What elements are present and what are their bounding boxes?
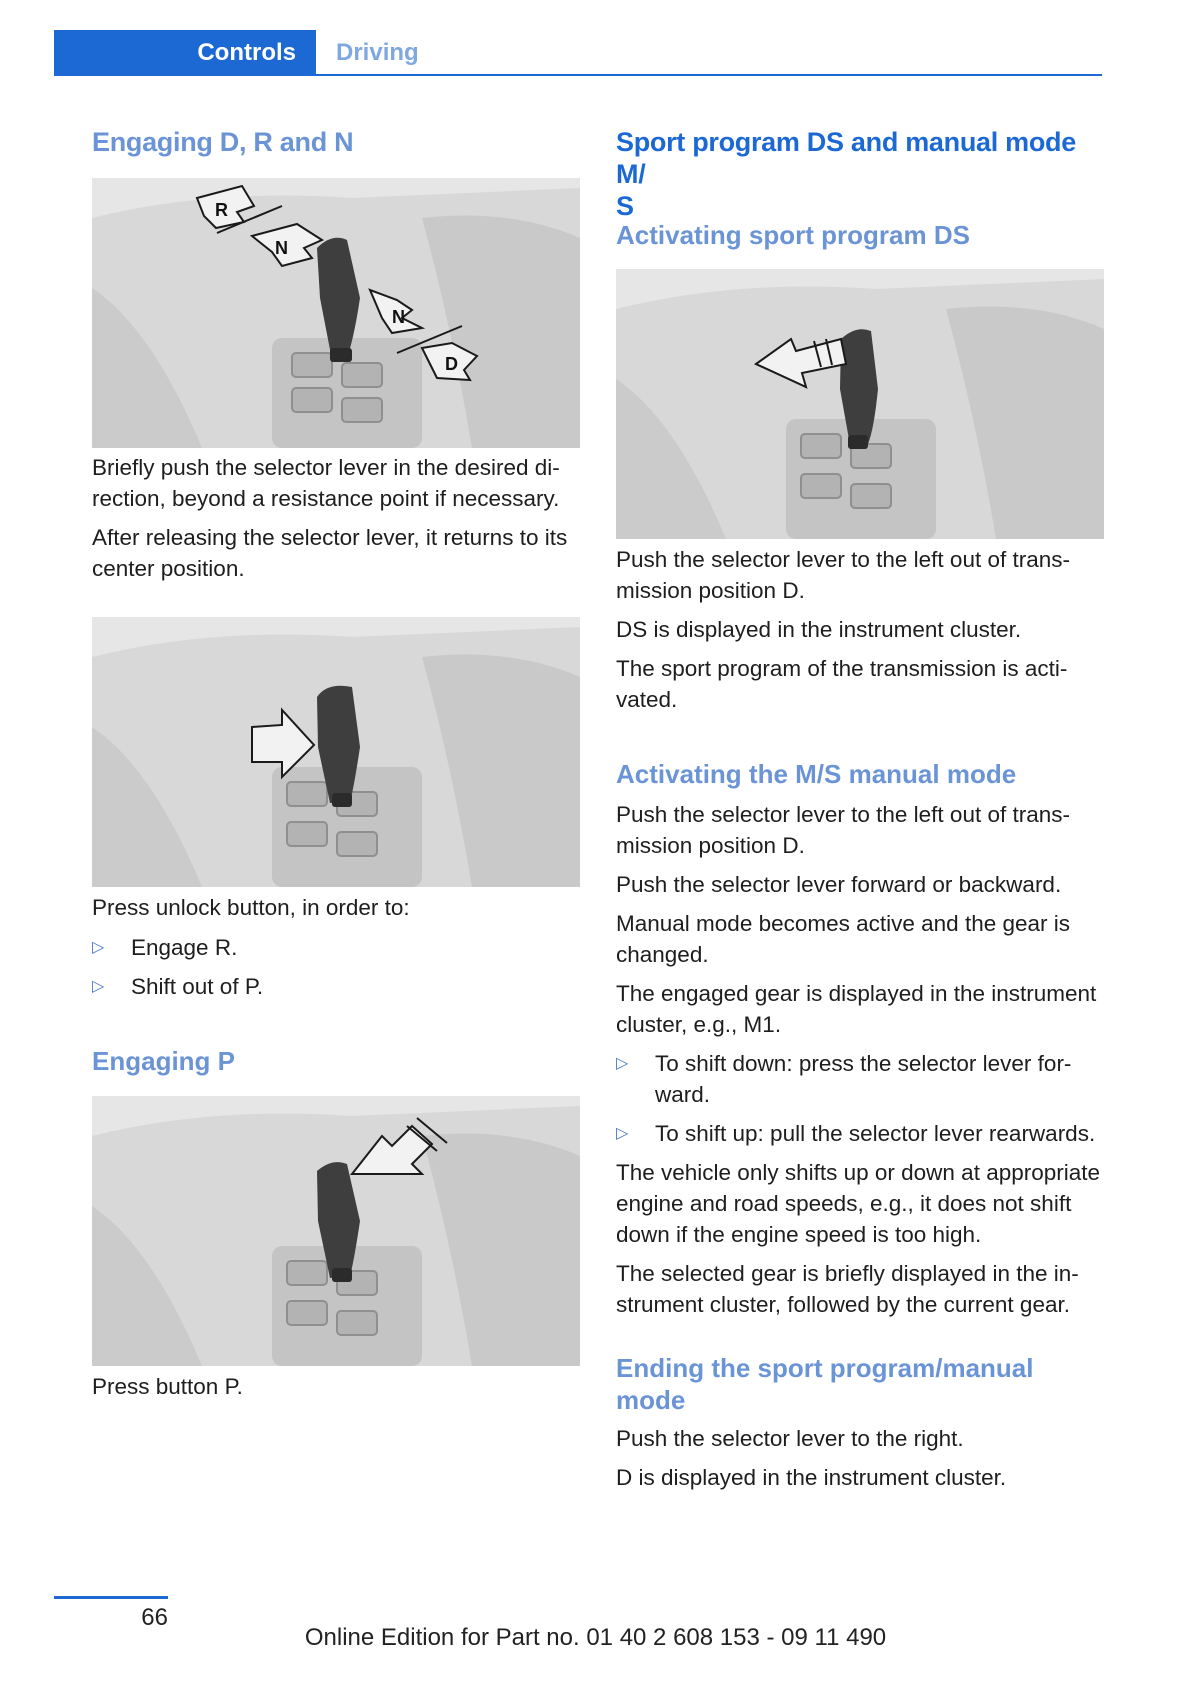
paragraph-end-push-right: Push the selector lever to the right. <box>616 1426 964 1451</box>
ds-p3-line-1: The sport program of the transmission is acti- <box>616 656 1068 681</box>
ds-p1-line-1: Push the selector lever to the left out of trans- <box>616 547 1070 572</box>
figure-selector-drn <box>92 178 580 448</box>
heading-activating-ms: Activating the M/S manual mode <box>616 759 1017 789</box>
section-tab-controls[interactable]: Controls <box>54 30 316 76</box>
figure-sport-program <box>616 269 1104 539</box>
p2-line-2: center position. <box>92 556 245 581</box>
sport-program-illustration <box>616 269 1104 539</box>
bullet-text: Shift out of P. <box>131 974 264 999</box>
heading-end-line-1: Ending the sport program/manual <box>616 1353 1034 1383</box>
paragraph-ds-push-left <box>616 544 1104 606</box>
bullet-triangle-icon: ▷ <box>92 939 105 956</box>
paragraph-press-button-p: Press button P. <box>92 1374 243 1399</box>
bullet-text: To shift up: pull the selector lever rearwards. <box>655 1121 1096 1146</box>
paragraph-end-d-displayed: D is displayed in the instrument cluster. <box>616 1465 1007 1490</box>
heading-engaging-drn: Engaging D, R and N <box>92 127 354 157</box>
unlock-button-illustration <box>92 617 580 887</box>
heading-end-line-2: mode <box>616 1385 686 1415</box>
bullet-triangle-icon: ▷ <box>616 1125 629 1142</box>
ms-p4-line-1: The engaged gear is displayed in the instrument <box>616 981 1097 1006</box>
heading-engaging-p: Engaging P <box>92 1046 235 1076</box>
p2-line-1: After releasing the selector lever, it returns to its <box>92 525 568 550</box>
selector-lever-drn-illustration <box>92 178 580 448</box>
paragraph-ms-forward-backward: Push the selector lever forward or backward. <box>616 872 1062 897</box>
paragraph-ds-displayed: DS is displayed in the instrument cluster. <box>616 617 1022 642</box>
ms-p5-line-2: engine and road speeds, e.g., it does not shift <box>616 1191 1072 1216</box>
heading-ending-sport <box>616 1352 1033 1416</box>
paragraph-ms-manual-active <box>616 908 1104 970</box>
paragraph-push-lever <box>92 452 580 514</box>
heading-main-line-2: S <box>616 191 634 221</box>
ms-p5-line-3: down if the engine speed is too high. <box>616 1222 982 1247</box>
heading-main-line-1: Sport program DS and manual mode M/ <box>616 127 1076 189</box>
figure-button-p <box>92 1096 580 1366</box>
gear-label-n-lower: N <box>392 307 405 327</box>
bullet-shift-out-p <box>92 971 580 1002</box>
page-number: 66 <box>141 1604 168 1631</box>
heading-activating-ds: Activating sport program DS <box>616 220 970 250</box>
bullet-shift-down <box>616 1048 1104 1110</box>
ms-p6-line-2: strument cluster, followed by the current gear. <box>616 1292 1070 1317</box>
ds-p3-line-2: vated. <box>616 687 678 712</box>
ms-p1-line-2: mission position D. <box>616 833 805 858</box>
ms-p4-line-2: cluster, e.g., M1. <box>616 1012 782 1037</box>
bullet-text: To shift down: press the selector lever for- ward. <box>655 1051 1072 1107</box>
gear-label-n-upper: N <box>275 238 288 258</box>
ms-p3-line-2: changed. <box>616 942 709 967</box>
paragraph-ms-selected-gear <box>616 1258 1104 1320</box>
paragraph-ms-gear-displayed <box>616 978 1104 1040</box>
paragraph-press-unlock: Press unlock button, in order to: <box>92 895 410 920</box>
gear-label-r: R <box>215 200 228 220</box>
section-tab-driving[interactable]: Driving <box>336 39 419 66</box>
bullet-triangle-icon: ▷ <box>92 978 105 995</box>
ms-p5-line-1: The vehicle only shifts up or down at appropriate <box>616 1160 1101 1185</box>
paragraph-center-position <box>92 522 580 584</box>
paragraph-ds-activated <box>616 653 1104 715</box>
paragraph-ms-appropriate-speeds <box>616 1157 1104 1250</box>
paragraph-ms-push-left <box>616 799 1104 861</box>
ms-p6-line-1: The selected gear is briefly displayed in the in- <box>616 1261 1079 1286</box>
bullet-shift-up <box>616 1118 1104 1149</box>
ms-p1-line-1: Push the selector lever to the left out of trans- <box>616 802 1070 827</box>
heading-sport-program-manual <box>616 126 1104 222</box>
ds-p1-line-2: mission position D. <box>616 578 805 603</box>
button-p-illustration <box>92 1096 580 1366</box>
header-bar <box>54 30 1102 76</box>
p1-line-2: rection, beyond a resistance point if necessary. <box>92 486 560 511</box>
page-number-rule <box>54 1596 168 1599</box>
bullet-text: Engage R. <box>131 935 238 960</box>
figure-unlock-button <box>92 617 580 887</box>
bullet-engage-r <box>92 932 580 963</box>
gear-label-d: D <box>445 354 458 374</box>
ms-p3-line-1: Manual mode becomes active and the gear is <box>616 911 1071 936</box>
bullet-triangle-icon: ▷ <box>616 1055 629 1072</box>
p1-line-1: Briefly push the selector lever in the desired di- <box>92 455 560 480</box>
footer-edition: Online Edition for Part no. 01 40 2 608 153 - 09 11 490 <box>304 1624 887 1651</box>
